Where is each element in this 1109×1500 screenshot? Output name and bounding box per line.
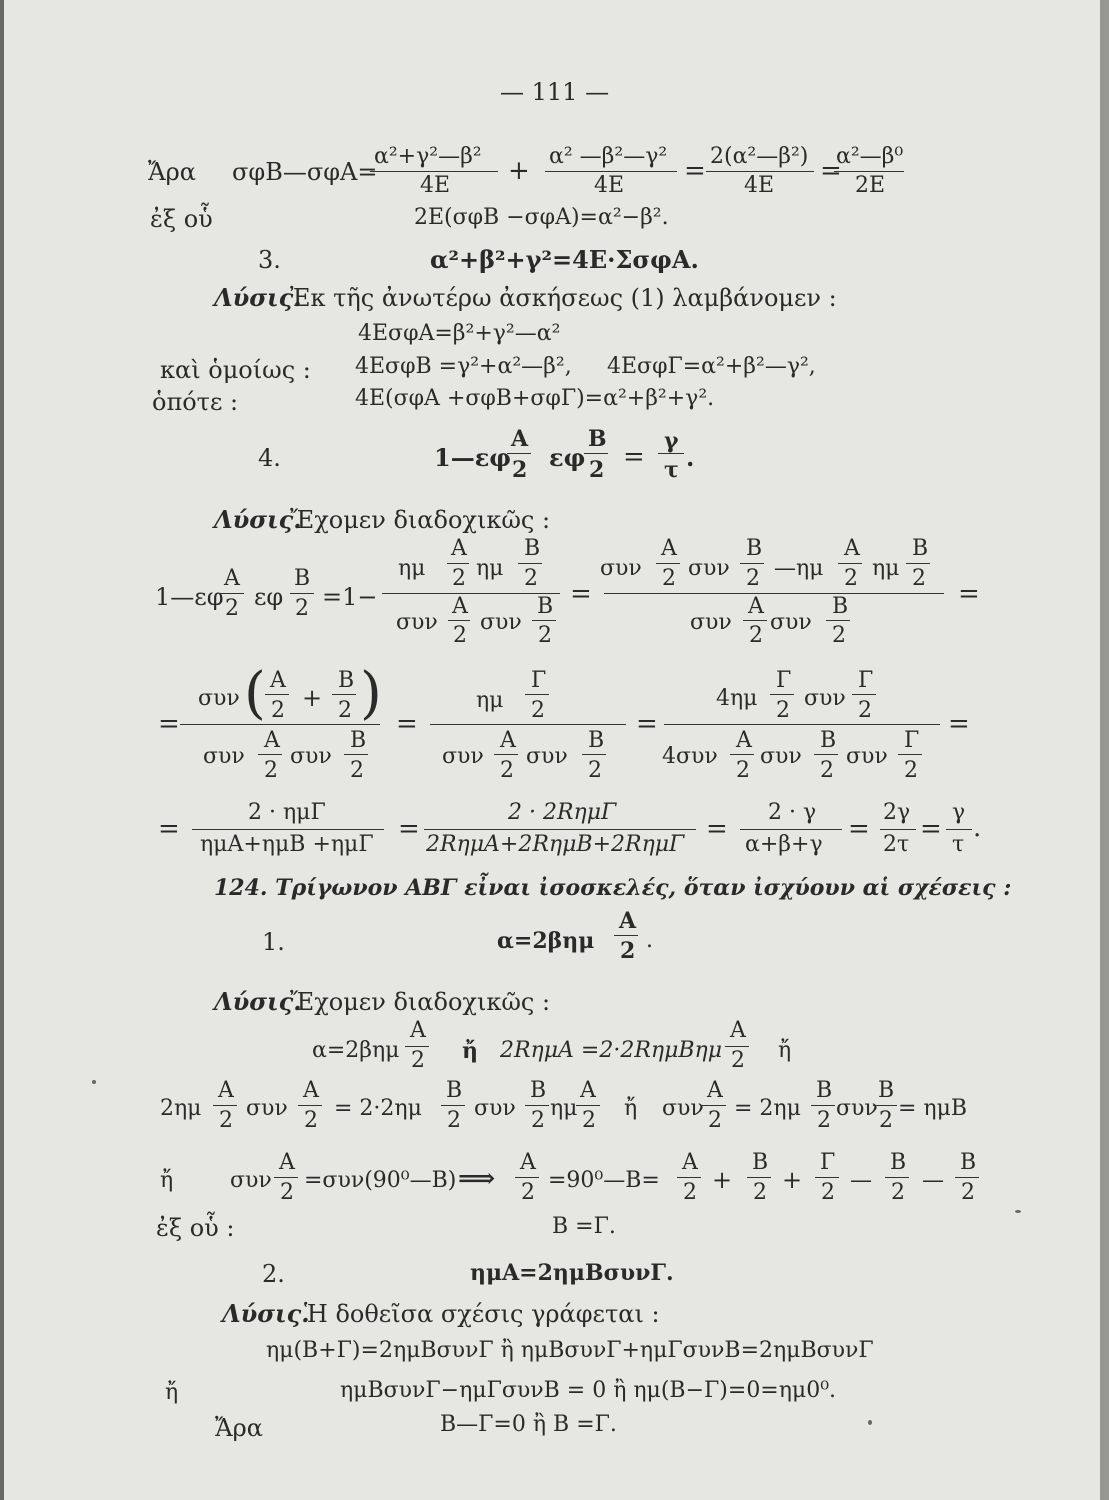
page-number: — 111 — — [500, 78, 610, 106]
r2-fa-dbar-a — [258, 754, 282, 755]
r1-f1-dA: Α — [452, 594, 468, 619]
r2-fc-dG: Γ — [904, 728, 920, 753]
s1-a: α=2βημ — [312, 1038, 400, 1063]
r2-fc-2g1: 2 — [776, 698, 790, 723]
r1-f2-B: Β — [746, 536, 763, 561]
eq1-eq-b: = — [820, 156, 842, 186]
scan-speck — [1015, 1210, 1021, 1213]
r1-f1-hm2: ημ — [476, 556, 504, 581]
s3-B3: Β — [960, 1150, 977, 1175]
r3-f2-num: 2 · 2RημΓ — [508, 800, 617, 825]
s1-A1: Α — [410, 1018, 426, 1043]
s1-mid: 2RημΑ =2·2RημΒημ — [500, 1038, 723, 1063]
r2-fa-dbar-b — [344, 754, 368, 755]
r2-fa-d2a: 2 — [264, 758, 278, 783]
r2-fa-dB: Β — [350, 728, 367, 753]
r3-f5-bar — [946, 829, 972, 830]
r1-eq2: = — [958, 579, 980, 609]
s3-2-1: 2 — [280, 1180, 294, 1205]
r2-fc-hm4: 4ημ — [716, 686, 758, 711]
eq1-f1-bar — [370, 171, 498, 172]
ex3-line2-b: 4ΕσφΓ=α²+β²—γ², — [607, 354, 816, 379]
s3-2-6: 2 — [891, 1180, 905, 1205]
r1-f1-d2b: 2 — [538, 623, 552, 648]
ex4-t-2b: 2 — [589, 457, 605, 483]
ex3-line3-label: ὁπότε : — [152, 388, 239, 416]
s3-G: Γ — [820, 1150, 836, 1175]
ex3-line2-label: καὶ ὁμοίως : — [160, 356, 311, 384]
r2-fa-syn: συν — [198, 686, 240, 711]
eq1-f4-bar — [834, 171, 904, 172]
r1-f1-mainbar — [382, 593, 560, 594]
s2-bar2 — [298, 1105, 322, 1106]
r1-lhs-b: εφ — [254, 583, 284, 611]
eq1-plus: + — [508, 156, 530, 186]
s3-plus2: + — [782, 1166, 803, 1194]
s2-bar6 — [702, 1105, 726, 1106]
s2-2-3: 2 — [447, 1108, 461, 1133]
r2-fb-G: Γ — [531, 668, 547, 693]
r2-fc-dbar-b — [814, 754, 838, 755]
eq1-f1-num: α²+γ²—β² — [374, 144, 482, 169]
r1-f2-B2: Β — [912, 536, 929, 561]
eq1-f3-bar — [706, 171, 814, 172]
ex2-title: ημΑ=2ημΒσυνΓ. — [470, 1260, 674, 1286]
r1-f2-2a: 2 — [662, 566, 676, 591]
r1-f2-dbar-b — [826, 620, 850, 621]
r1-f2-mainbar — [604, 593, 944, 594]
r2-fc-d2a: 2 — [736, 758, 750, 783]
r2-fc-2g2: 2 — [858, 698, 872, 723]
ex4-solution-label: Λύσις. — [214, 505, 302, 534]
s3-A2: Α — [520, 1150, 536, 1175]
ex4-number: 4. — [258, 444, 281, 472]
r1-bar2 — [290, 593, 314, 594]
r1-f1-dbar-a — [448, 620, 470, 621]
r2-fa-A: Α — [270, 668, 286, 693]
s2-2-1: 2 — [219, 1108, 233, 1133]
s3-eq: =συν(90⁰—Β) — [304, 1168, 457, 1193]
r2-fc-dB: Β — [820, 728, 837, 753]
s2-B3: Β — [816, 1078, 833, 1103]
r1-A1: Α — [224, 566, 240, 591]
sec124-solution-label: Λύσις. — [214, 987, 302, 1016]
r2-fb-mainbar — [430, 724, 626, 725]
r3-f4-bar — [880, 829, 916, 830]
r2-fc-G1: Γ — [776, 668, 792, 693]
s3-plus1: + — [712, 1166, 733, 1194]
r2-fb-dsyn1: συν — [442, 744, 484, 769]
r3-f2-bar — [424, 829, 696, 830]
ex4-t-g: γ — [664, 428, 679, 454]
ex2-l2: ημΒσυνΓ−ημΓσυνΒ = 0 ἢ ημ(Β−Γ)=0=ημ0⁰. — [340, 1378, 837, 1403]
r2-fb-dsyn2: συν — [526, 744, 568, 769]
r2-fb-hm: ημ — [476, 688, 504, 713]
s1-bar2 — [725, 1046, 749, 1047]
r3-f4-den: 2τ — [883, 832, 910, 857]
ex4-t-bar-c — [658, 453, 684, 454]
r2-fa-bar-b — [332, 694, 356, 695]
s3-syn: συν — [230, 1168, 272, 1193]
ex3-title: α²+β²+γ²=4Ε·ΣσφΑ. — [430, 245, 699, 274]
r2-eq2: = — [636, 709, 658, 739]
r3-eq3: = — [848, 814, 870, 844]
ex3-solution-text: Ἐκ τῆς ἀνωτέρω ἀσκήσεως (1) λαμβάνομεν : — [290, 284, 837, 312]
s4-expr: Β =Γ. — [552, 1214, 616, 1239]
r1-f2-dbar-a — [743, 620, 767, 621]
r2-fc-dbar-a — [730, 754, 754, 755]
r1-f1-hm1: ημ — [398, 556, 426, 581]
sec124-ex1-A: Α — [619, 908, 637, 934]
r2-fa-plus: + — [302, 684, 323, 712]
r1-f1-B: Β — [524, 536, 541, 561]
r2-fb-d2b: 2 — [588, 758, 602, 783]
ex4-t-A: Α — [511, 426, 529, 452]
ex4-t-B: Β — [588, 426, 607, 452]
r3-f3-bar — [740, 829, 842, 830]
r3-f3-num: 2 · γ — [768, 800, 817, 825]
s2-syn2: συν — [474, 1096, 516, 1121]
s2-A4: Α — [707, 1078, 723, 1103]
r1-bar1 — [220, 593, 244, 594]
r1-f2-2b: 2 — [746, 566, 760, 591]
sec124-heading: 124. Τρίγωνον ΑΒΓ εἶναι ἰσοσκελές, ὅταν ἰσχύουν αἱ σχέσεις : — [214, 875, 1012, 901]
r1-f1-d2a: 2 — [453, 623, 467, 648]
ex4-solution-text: Ἔχομεν διαδοχικῶς : — [290, 506, 551, 534]
r1-f2-minushm: —ημ — [774, 556, 824, 581]
r1-f2-2d: 2 — [912, 566, 926, 591]
sec124-ex1-bar — [614, 935, 638, 936]
r2-fb-dA: Α — [500, 728, 516, 753]
s2-bar3 — [441, 1105, 465, 1106]
r3-f1-bar — [192, 829, 384, 830]
eq2-label: ἐξ οὗ — [150, 205, 213, 233]
sec124-ex1-2: 2 — [620, 938, 636, 964]
s2-2-2: 2 — [304, 1108, 318, 1133]
sec124-solution-text: Ἔχομεν διαδοχικῶς : — [290, 988, 551, 1016]
r1-f2-bar-d — [906, 563, 930, 564]
r2-fa-2a: 2 — [271, 698, 285, 723]
r1-f2-dsyn1: συν — [690, 610, 732, 635]
s3-bar3 — [677, 1177, 701, 1178]
s3-A3: Α — [682, 1150, 698, 1175]
scan-speck — [92, 1080, 96, 1084]
r2-fc-dA: Α — [736, 728, 752, 753]
s3-2-7: 2 — [961, 1180, 975, 1205]
s3-B2: Β — [890, 1150, 907, 1175]
r2-fa-mainbar — [180, 724, 380, 725]
r1-f2-A2: Α — [844, 536, 860, 561]
r2-fc-dbar-g — [898, 754, 922, 755]
s2-A3: Α — [580, 1078, 596, 1103]
eq1-lhs: σφΒ—σφΑ= — [232, 158, 378, 186]
r1-lhs-c: =1− — [322, 583, 378, 611]
r1-2-2: 2 — [295, 596, 309, 621]
s3-2-5: 2 — [821, 1180, 835, 1205]
r1-2-1: 2 — [225, 596, 239, 621]
s3-2-3: 2 — [683, 1180, 697, 1205]
eq2-expr: 2Ε(σφΒ −σφΑ)=α²−β². — [414, 205, 669, 230]
s2-bar5 — [576, 1105, 600, 1106]
scan-speck — [868, 1420, 872, 1425]
r2-fc-dsyn4: 4συν — [662, 744, 718, 769]
ex2-l1: ημ(Β+Γ)=2ημΒσυνΓ ἢ ημΒσυνΓ+ημΓσυνΒ=2ημΒσυνΓ — [266, 1338, 874, 1363]
s3-arrow: ⟹ — [458, 1164, 496, 1194]
r3-f4-num: 2γ — [883, 800, 911, 825]
s2-eq3: = 2ημ — [734, 1096, 801, 1121]
s2-bar4 — [525, 1105, 549, 1106]
r3-eq0: = — [158, 814, 180, 844]
r3-eq4: = — [920, 814, 942, 844]
s3-eq90: =90⁰—Β= — [548, 1168, 660, 1193]
r2-fb-bar-g — [525, 694, 549, 695]
s3-bar4 — [747, 1177, 771, 1178]
ex2-solution-text: Ἡ δοθεῖσα σχέσις γράφεται : — [304, 1300, 660, 1328]
ex4-t-dot: . — [686, 443, 695, 472]
eq1-f2-num: α² —β²—γ² — [549, 144, 668, 169]
s3-2-4: 2 — [753, 1180, 767, 1205]
s2-bar7 — [811, 1105, 835, 1106]
s3-A1: Α — [279, 1150, 295, 1175]
r2-fb-dB: Β — [588, 728, 605, 753]
ex3-line1: 4ΕσφΑ=β²+γ²—α² — [358, 321, 561, 346]
r1-f1-bar-a — [447, 563, 469, 564]
r3-f1-den: ημΑ+ημΒ +ημΓ — [200, 832, 374, 857]
r1-f1-bar-b — [518, 563, 542, 564]
r2-fc-bar-g2 — [852, 694, 876, 695]
r3-f3-den: α+β+γ — [745, 832, 823, 857]
r1-f2-bar-b — [740, 563, 764, 564]
eq1-eq-a: = — [684, 156, 706, 186]
r2-fa-d2b: 2 — [350, 758, 364, 783]
ex2-l3-label: Ἄρα — [215, 1414, 263, 1442]
s3-B1: Β — [752, 1150, 769, 1175]
s1-2-2: 2 — [731, 1048, 745, 1073]
eq1-f1-den: 4Ε — [420, 173, 451, 198]
r1-f1-syn2: συν — [480, 610, 522, 635]
s3-bar6 — [885, 1177, 909, 1178]
s3-minus2: — — [922, 1168, 944, 1193]
r1-f2-2c: 2 — [844, 566, 858, 591]
r3-eq2: = — [706, 814, 728, 844]
ex2-solution-label: Λύσις. — [222, 1299, 310, 1328]
ex4-t-bar-a — [507, 453, 531, 454]
r2-fb-2g: 2 — [531, 698, 545, 723]
ex4-t-a: 1—εφ — [434, 443, 512, 472]
s3-bar7 — [955, 1177, 979, 1178]
scan-left-edge — [0, 0, 4, 1500]
ex3-line2-a: 4ΕσφΒ =γ²+α²—β², — [355, 354, 572, 379]
ex4-t-2a: 2 — [512, 457, 528, 483]
s3-minus1: — — [850, 1168, 872, 1193]
s3-bar2 — [515, 1177, 539, 1178]
s3-2-2: 2 — [521, 1180, 535, 1205]
s2-syn3: συν — [662, 1096, 704, 1121]
s2-A2: Α — [303, 1078, 319, 1103]
r2-fa-lparen: ( — [244, 661, 266, 726]
r2-fc-d2g: 2 — [904, 758, 918, 783]
eq1-f4-den: 2Ε — [855, 173, 886, 198]
r2-fc-mainbar — [664, 724, 940, 725]
r2-fc-G2: Γ — [858, 668, 874, 693]
s4-label: ἐξ οὗ : — [156, 1214, 235, 1242]
s2-hm: ημ — [550, 1096, 578, 1121]
s2-or: ἤ — [624, 1096, 638, 1121]
ex2-number: 2. — [262, 1260, 285, 1288]
s2-2-5: 2 — [582, 1108, 596, 1133]
r2-eq0: = — [158, 709, 180, 739]
s2-B2: Β — [530, 1078, 547, 1103]
s1-or1: ἤ — [462, 1038, 478, 1064]
r2-fb-dbar-a — [494, 754, 518, 755]
ex3-solution-label: Λύσις. — [214, 283, 302, 312]
r1-f2-bar-a — [656, 563, 680, 564]
r2-fa-dsyn2: συν — [290, 744, 332, 769]
r2-fc-d2b: 2 — [820, 758, 834, 783]
eq1-label: Ἄρα — [148, 158, 196, 186]
r2-fa-2b: 2 — [338, 698, 352, 723]
r1-f2-d2b: 2 — [832, 623, 846, 648]
s1-A2: Α — [730, 1018, 746, 1043]
r3-eq1: = — [398, 814, 420, 844]
r1-B1: Β — [294, 566, 311, 591]
r1-f2-A: Α — [661, 536, 677, 561]
s2-syn1: συν — [246, 1096, 288, 1121]
s2-2-4: 2 — [531, 1108, 545, 1133]
r3-f5-den: τ — [952, 832, 965, 857]
s2-bar1 — [213, 1105, 237, 1106]
s2-A1: Α — [218, 1078, 234, 1103]
ex2-l2-label: ἤ — [165, 1380, 179, 1405]
r1-f1-A: Α — [451, 536, 467, 561]
r2-fc-dsyn3: συν — [846, 744, 888, 769]
r2-fa-B: Β — [338, 668, 355, 693]
eq1-f2-bar — [545, 171, 677, 172]
r1-lhs-a: 1—εφ — [155, 583, 224, 611]
eq1-f2-den: 4Ε — [594, 173, 625, 198]
sec124-ex1-dot: . — [646, 928, 653, 953]
scan-right-edge — [1100, 0, 1109, 1500]
r2-eq1: = — [396, 709, 418, 739]
s2-syn4: συν — [836, 1096, 878, 1121]
s2-B1: Β — [446, 1078, 463, 1103]
sec124-ex1-title: α=2βημ — [497, 928, 595, 954]
r1-f2-dsyn2: συν — [770, 610, 812, 635]
r1-f1-syn1: συν — [396, 610, 438, 635]
ex4-t-b: εφ — [549, 443, 586, 472]
s1-2-1: 2 — [411, 1048, 425, 1073]
r1-f2-syn2: συν — [688, 556, 730, 581]
r2-fc-bar-g1 — [770, 694, 794, 695]
ex4-t-bar-b — [584, 453, 608, 454]
ex4-t-eq: = — [623, 442, 645, 472]
s1-or2: ἤ — [778, 1038, 792, 1063]
r2-fa-dA: Α — [264, 728, 280, 753]
s3-or: ἤ — [160, 1168, 174, 1193]
s3-bar1 — [274, 1177, 298, 1178]
sec124-ex1-number: 1. — [262, 928, 285, 956]
r2-fb-d2a: 2 — [500, 758, 514, 783]
r3-f5-num: γ — [952, 800, 966, 825]
r2-fc-dsyn2: συν — [760, 744, 802, 769]
r2-fb-dbar-b — [582, 754, 606, 755]
r3-dot: . — [973, 813, 982, 843]
r1-f2-syn1: συν — [600, 556, 642, 581]
ex4-t-tau: τ — [664, 457, 679, 483]
r1-f2-dB: Β — [832, 594, 849, 619]
r1-eq1: = — [570, 579, 592, 609]
s2-2-7: 2 — [817, 1108, 831, 1133]
r1-f1-dbar-b — [532, 620, 556, 621]
eq1-f3-den: 4Ε — [744, 173, 775, 198]
r2-fa-rparen: ) — [360, 661, 382, 726]
r3-f2-den: 2RημΑ+2RημΒ+2RημΓ — [426, 832, 685, 857]
s2-2-8: 2 — [879, 1108, 893, 1133]
s2-end: = ημΒ — [898, 1096, 968, 1121]
r1-f2-d2a: 2 — [749, 623, 763, 648]
r1-f2-dA: Α — [748, 594, 764, 619]
s2-B4: Β — [878, 1078, 895, 1103]
r3-f1-num: 2 · ημΓ — [248, 800, 326, 825]
s2-2-6: 2 — [708, 1108, 722, 1133]
s2-bar8 — [873, 1105, 897, 1106]
ex3-line3: 4Ε(σφΑ +σφΒ+σφΓ)=α²+β²+γ². — [355, 386, 715, 411]
s2-eq2: = 2·2ημ — [334, 1096, 422, 1121]
s2-a: 2ημ — [160, 1096, 202, 1121]
ex2-l3: Β—Γ=0 ἢ Β =Γ. — [440, 1412, 617, 1437]
r1-f2-hm: ημ — [872, 556, 900, 581]
r1-f1-2b: 2 — [524, 566, 538, 591]
s1-bar1 — [405, 1046, 429, 1047]
r2-fa-bar-a — [265, 694, 289, 695]
r2-eq3: = — [948, 709, 970, 739]
ex3-number: 3. — [258, 246, 281, 274]
s3-bar5 — [815, 1177, 839, 1178]
eq1-f3-num: 2(α²—β²) — [710, 144, 809, 169]
r2-fc-syn: συν — [804, 686, 846, 711]
r1-f1-2a: 2 — [452, 566, 466, 591]
r1-f2-bar-c — [838, 563, 862, 564]
r2-fa-dsyn1: συν — [203, 744, 245, 769]
eq1-f4-num: α²—β⁰ — [836, 144, 904, 169]
r1-f1-dB: Β — [537, 594, 554, 619]
